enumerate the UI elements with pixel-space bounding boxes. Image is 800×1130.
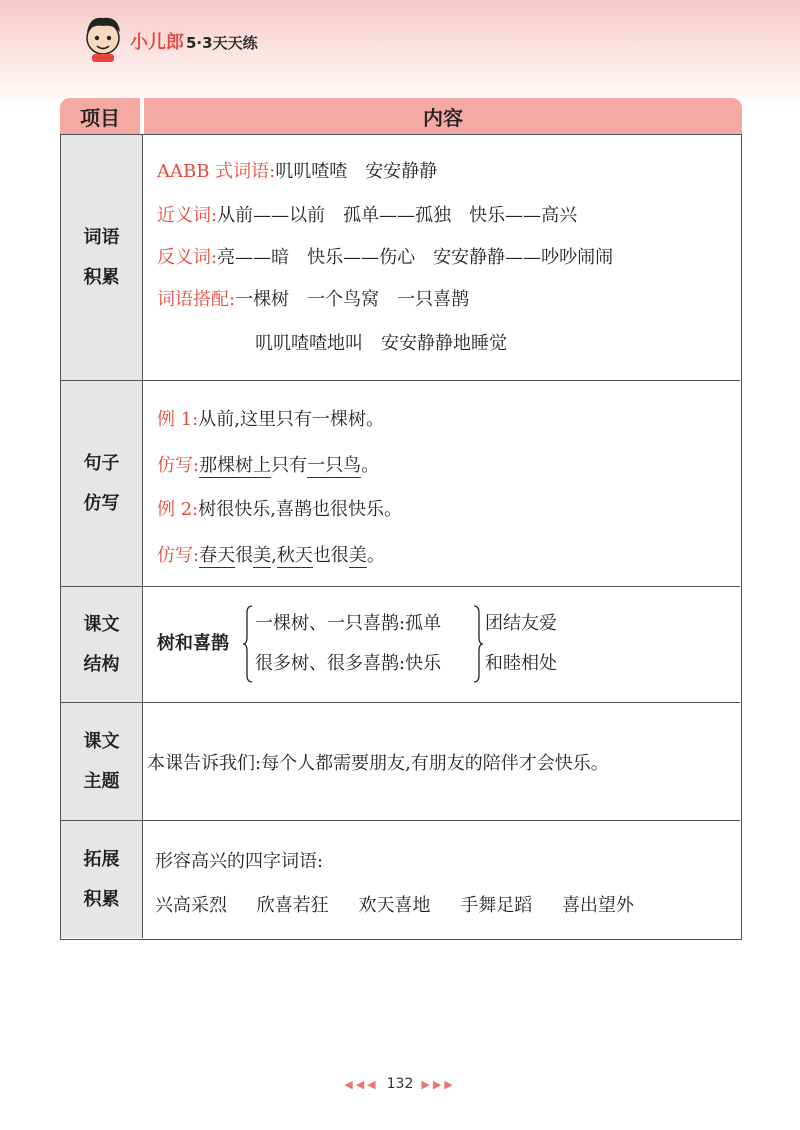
- row-label-sentence: 句子 仿写: [61, 381, 143, 586]
- row-content-extension: [157, 821, 732, 938]
- structure-line-2: 很多树、很多喜鹊:快乐: [255, 653, 442, 674]
- row-content-vocabulary: [157, 135, 732, 380]
- example-1-line: 例 1:从前,这里只有一棵树。: [157, 409, 384, 430]
- structure-result-2: 和睦相处: [485, 653, 557, 674]
- column-header-content: 内容: [144, 98, 742, 134]
- structure-line-1: 一棵树、一只喜鹊:孤单: [255, 613, 442, 634]
- collocation-line-2: 叽叽喳喳地叫 安安静静地睡觉: [255, 333, 507, 354]
- structure-title: 树和喜鹊: [157, 633, 229, 654]
- left-arrows-icon: ◀◀◀: [344, 1077, 379, 1091]
- boy-mascot-icon: [78, 12, 128, 62]
- table-row-theme: [61, 703, 740, 821]
- brand-name: 小儿郎 5·3天天练: [130, 32, 258, 53]
- collocation-line: 词语搭配:一棵树 一个鸟窝 一只喜鹊: [157, 289, 470, 310]
- table-header: [60, 98, 742, 134]
- imitation-2-line: 仿写:春天很美,秋天也很美。: [157, 545, 385, 566]
- summary-table: [60, 98, 742, 940]
- page-number: 132: [386, 1076, 414, 1092]
- table-row-vocabulary: [61, 135, 740, 381]
- list-item: 欢天喜地: [358, 895, 431, 916]
- row-content-theme: [147, 703, 732, 820]
- column-header-item: 项目: [60, 98, 140, 134]
- row-content-structure: [157, 587, 732, 702]
- table-row-structure: [61, 587, 740, 703]
- extension-words-line: [155, 891, 634, 917]
- theme-text: 本课告诉我们:每个人都需要朋友,有朋友的陪伴才会快乐。: [147, 753, 609, 774]
- antonyms-line: 反义词:亮——暗 快乐——伤心 安安静静——吵吵闹闹: [157, 247, 614, 268]
- row-label-extension: 拓展 积累: [61, 821, 143, 938]
- structure-result-1: 团结友爱: [485, 613, 557, 634]
- example-2-line: 例 2:树很快乐,喜鹊也很快乐。: [157, 499, 402, 520]
- row-label-vocabulary: 词语 积累: [61, 135, 143, 380]
- right-arrows-icon: ▶▶▶: [421, 1077, 456, 1091]
- brand-series: 5·3天天练: [186, 34, 258, 52]
- row-label-theme: 课文 主题: [61, 703, 143, 820]
- left-brace-icon: [243, 605, 253, 683]
- brand-logo: [78, 12, 278, 62]
- extension-intro: 形容高兴的四字词语:: [155, 851, 324, 872]
- table-body: [60, 134, 742, 940]
- imitation-1-line: 仿写:那棵树上只有一只鸟。: [157, 455, 380, 476]
- table-row-extension: [61, 821, 740, 938]
- row-content-sentence: [157, 381, 732, 586]
- right-bracket-icon: [473, 605, 483, 683]
- aabb-words-line: AABB 式词语:叽叽喳喳 安安静静: [157, 161, 438, 182]
- list-item: 兴高采烈: [155, 895, 227, 916]
- list-item: 手舞足蹈: [460, 895, 533, 916]
- table-row-sentence: [61, 381, 740, 587]
- synonyms-line: 近义词:从前——以前 孤单——孤独 快乐——高兴: [157, 205, 578, 226]
- row-label-structure: 课文 结构: [61, 587, 143, 702]
- page-footer: [0, 1072, 800, 1096]
- list-item: 喜出望外: [561, 895, 634, 916]
- list-item: 欣喜若狂: [256, 895, 329, 916]
